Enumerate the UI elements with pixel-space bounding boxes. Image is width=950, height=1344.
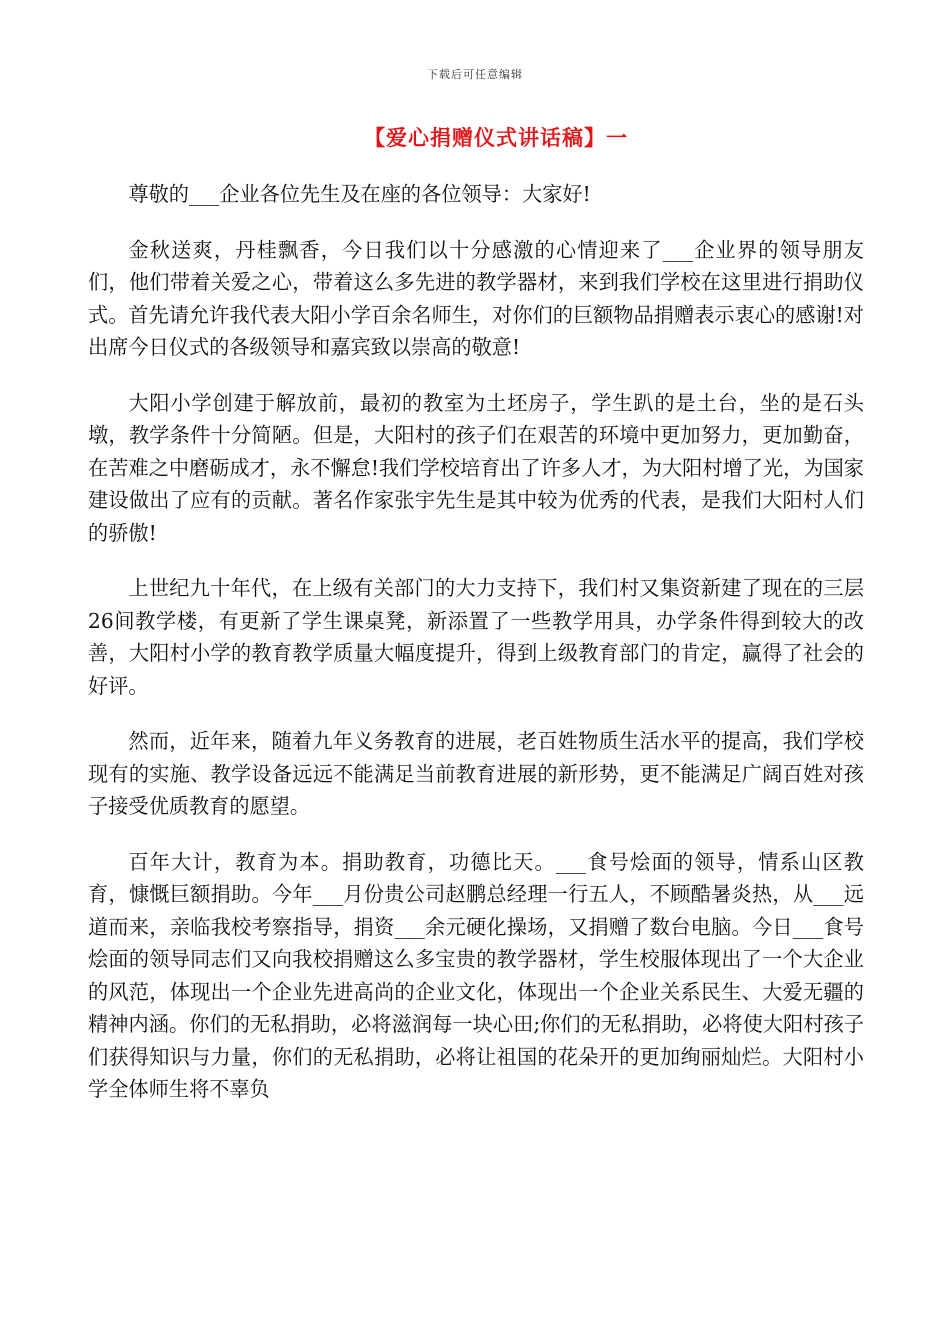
paragraph: 金秋送爽，丹桂飘香，今日我们以十分感激的心情迎来了___企业界的领导朋友们，他们带着关爱之心，带着这么多先进的教学器材，来到我们学校在这里进行捐助仪式。首先请允许我代表大阳小学百余名师生，对你们的巨额物品捐赠表示衷心的感谢!对出席今日仪式的各级领导和嘉宾致以崇高的敬意! (88, 237, 864, 359)
document-title: 【爱心捐赠仪式讲话稿】一 (364, 126, 628, 150)
header-note: 下载后可任意编辑 (427, 68, 523, 81)
paragraph: 然而，近年来，随着九年义务教育的进展，老百姓物质生活水平的提高，我们学校现有的实施、教学设备远远不能满足当前教育进展的新形势，更不能满足广阔百姓对孩子接受优质教育的愿望。 (88, 729, 864, 818)
paragraph: 百年大计，教育为本。捐助教育，功德比天。___食号烩面的领导，情系山区教育，慷慨巨额捐助。今年___月份贵公司赵鹏总经理一行五人，不顾酷暑炎热，从___远道而来，亲临我校考察指导，捐资___余元硬化操场，又捐赠了数台电脑。今日___食号烩面的领导同志们又向我校捐赠这么多宝贵的教学器材，学生校服体现出了一个大企业的风范，体现出一个企业先进高尚的企业文化，体现出一个企业关系民生、大爱无疆的精神内涵。你们的无私捐助，必将滋润每一块心田;你们的无私捐助，必将使大阳村孩子们获得知识与力量，你们的无私捐助，必将让祖国的花朵开的更加绚丽灿烂。大阳村小学全体师生将不辜负 (88, 849, 864, 1101)
paragraph: 大阳小学创建于解放前，最初的教室为土坯房子，学生趴的是土台，坐的是石头墩，教学条件十分简陋。但是，大阳村的孩子们在艰苦的环境中更加努力，更加勤奋，在苦难之中磨砺成才，永不懈怠!我们学校培育出了许多人才，为大阳村增了光，为国家建设做出了应有的贡献。著名作家张宇先生是其中较为优秀的代表，是我们大阳村人们的骄傲! (88, 390, 864, 545)
paragraph-greeting: 尊敬的___企业各位先生及在座的各位领导：大家好! (128, 182, 591, 206)
paragraph: 上世纪九十年代，在上级有关部门的大力支持下，我们村又集资新建了现在的三层26间教学楼，有更新了学生课桌凳，新添置了一些教学用具，办学条件得到较大的改善，大阳村小学的教育教学质量大幅度提升，得到上级教育部门的肯定，赢得了社会的好评。 (88, 576, 864, 698)
document-body (88, 178, 864, 1129)
